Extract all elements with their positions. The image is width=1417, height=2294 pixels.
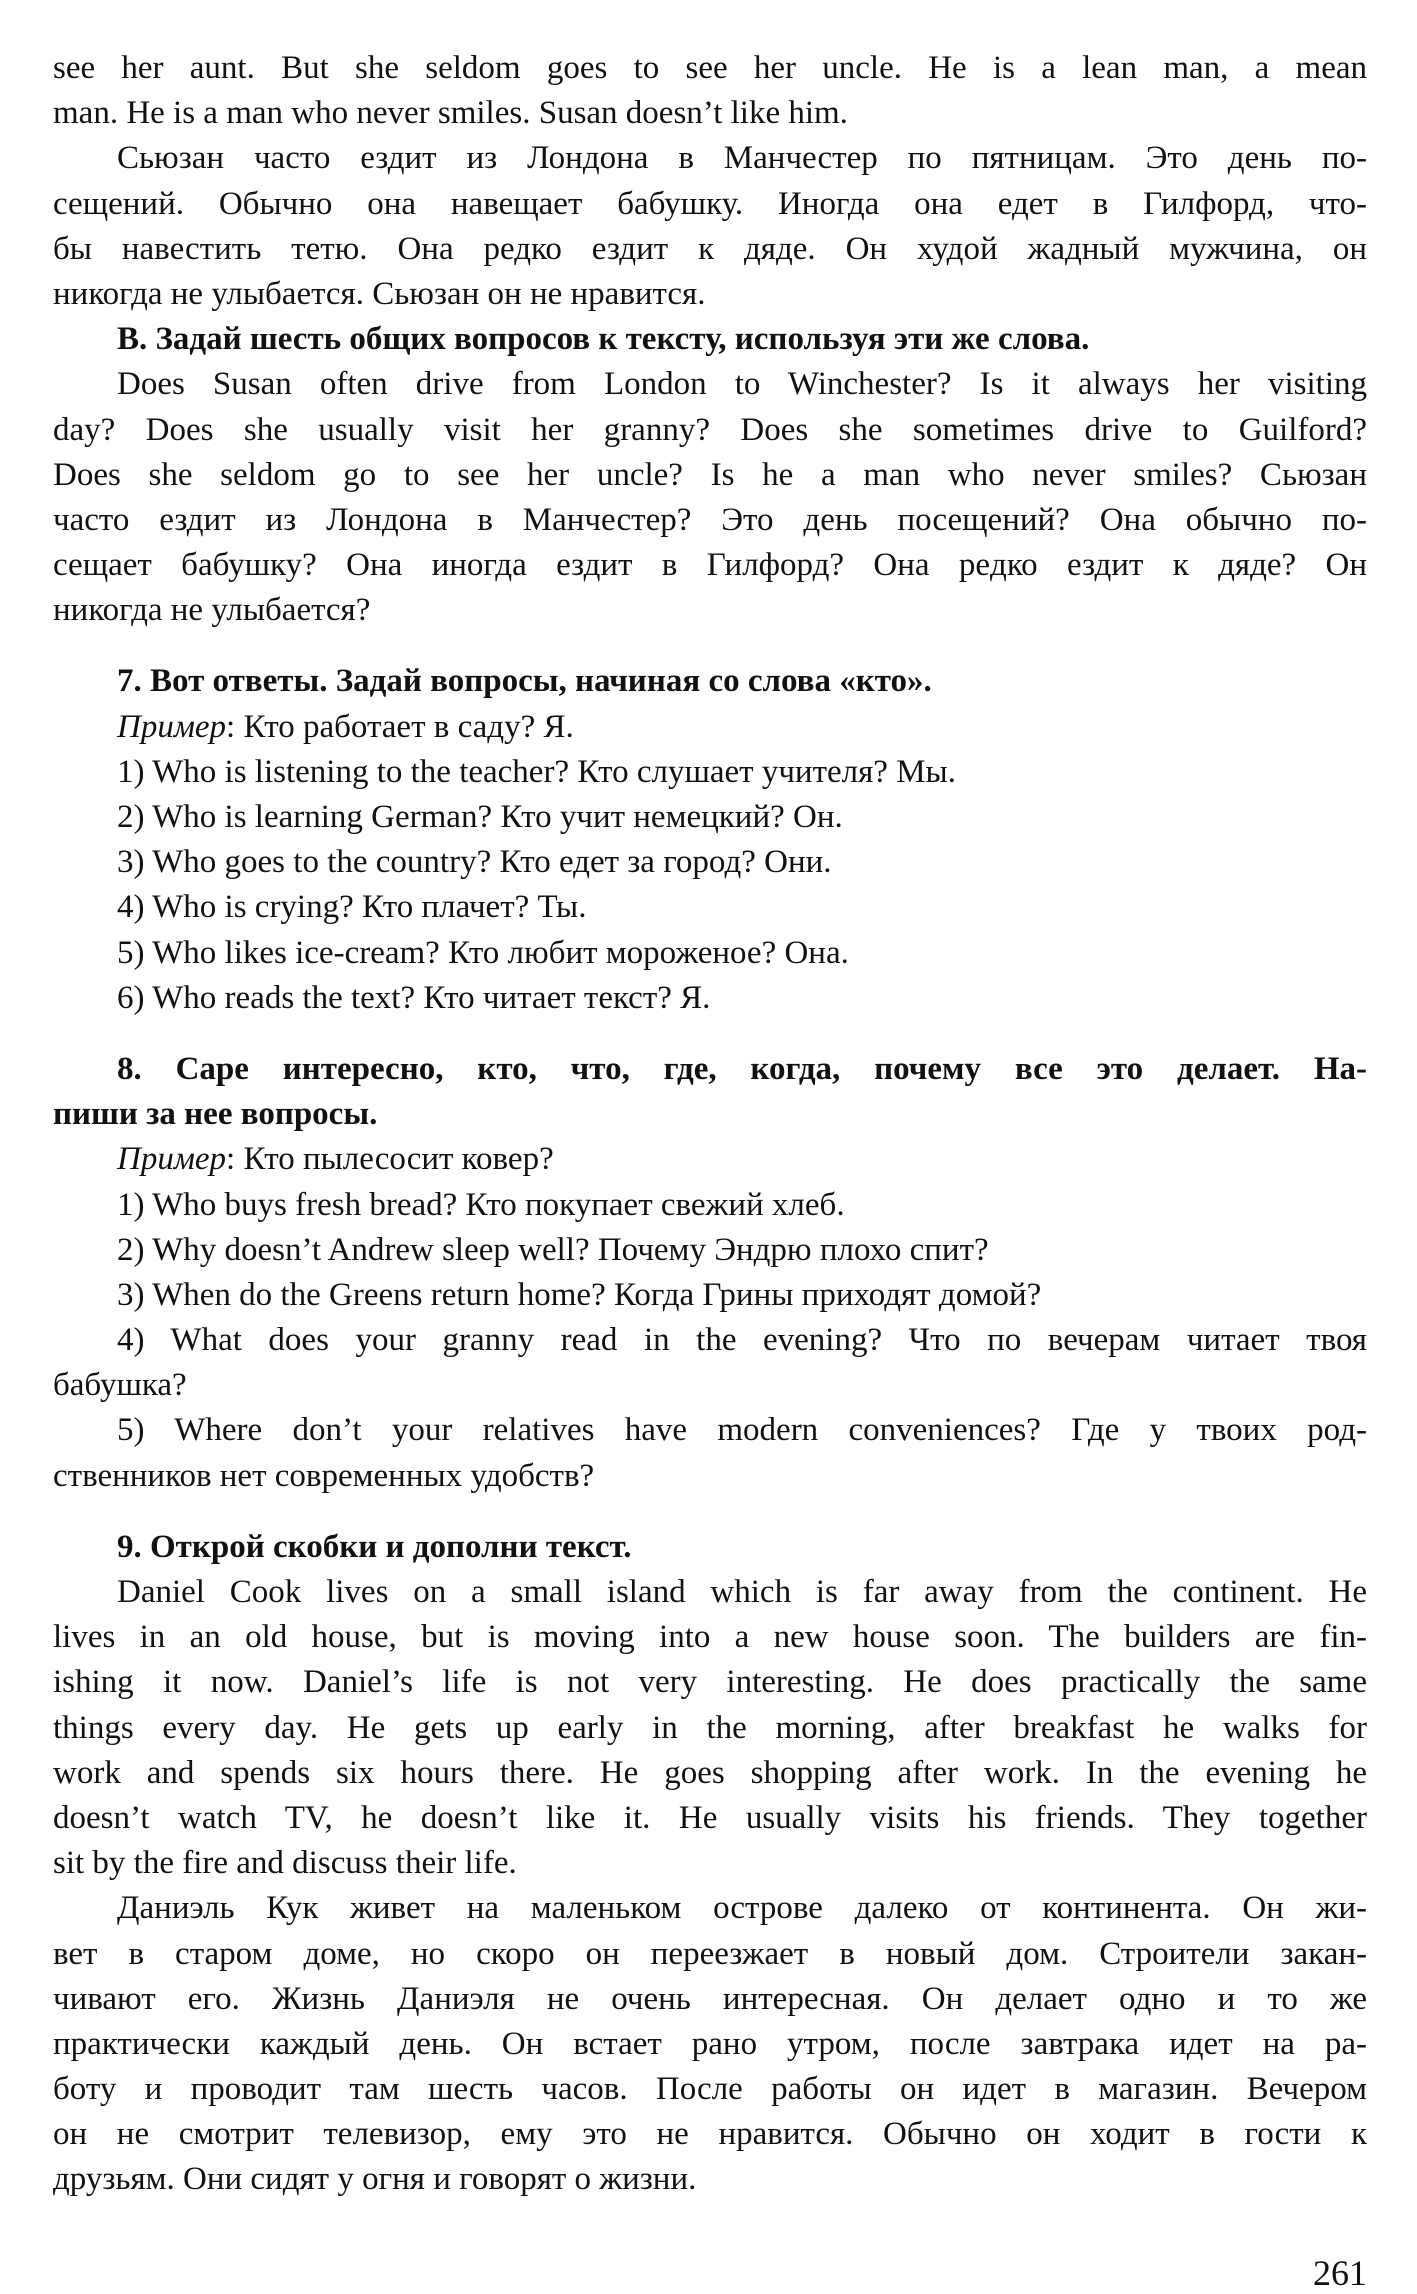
text-line: Даниэль Кук живет на маленьком острове далеко от континента. Он жи-	[117, 1890, 1367, 1927]
answer-list	[53, 1183, 1367, 1499]
exercise-section	[53, 46, 1367, 633]
section-heading	[53, 1525, 1367, 1570]
text-line: lives in an old house, but is moving into a new house soon. The builders are fin-	[53, 1619, 1367, 1656]
example-label: Пример	[117, 1141, 227, 1178]
text-line: 9. Открой скобки и дополни текст.	[117, 1528, 632, 1565]
text-line: сещений. Обычно она навещает бабушку. Иногда она едет в Гилфорд, что-	[53, 185, 1367, 222]
text-line: Daniel Cook lives on a small island which is far away from the continent. He	[117, 1574, 1367, 1610]
example-line	[53, 705, 1367, 750]
list-item: 2) Why doesn’t Andrew sleep well? Почему Эндрю плохо спит?	[117, 1231, 989, 1268]
section-heading	[53, 659, 1367, 704]
text-line: друзьям. Они сидят у огня и говорят о жизни.	[53, 2161, 697, 2198]
text-line: day? Does she usually visit her granny? Does she sometimes drive to Guilford?	[53, 411, 1367, 448]
section-heading	[53, 1047, 1367, 1137]
text-line: часто ездит из Лондона в Манчестер? Это день посещений? Она обычно по-	[53, 501, 1367, 538]
text-line: сещает бабушку? Она иногда ездит в Гилфорд? Она рeдко ездит к дяде? Он	[53, 547, 1367, 584]
text-paragraph	[53, 46, 1367, 136]
text-line: Сьюзан часто ездит из Лондона в Манчестер по пятницам. Это день по-	[117, 140, 1367, 177]
text-line: work and spends six hours there. He goes shopping after work. In the evening he	[53, 1754, 1367, 1791]
exercise-section	[53, 1525, 1367, 2203]
text-line: B. Задай шесть общих вопросов к тексту, используя эти же слова.	[117, 321, 1090, 358]
text-line: чивают его. Жизнь Даниэля не очень интересная. Он делает одно и то же	[53, 1980, 1367, 2017]
text-line: see her aunt. But she seldom goes to see her uncle. He is a lean man, a mean	[53, 50, 1367, 86]
list-item: бабушка?	[53, 1367, 187, 1404]
text-line: 8. Саре интересно, кто, что, где, когда, почему все это делает. На-	[117, 1050, 1367, 1087]
list-item: 5) Where don’t your relatives have modern conveniences? Где у твоих род-	[117, 1412, 1367, 1449]
example-line	[53, 1137, 1367, 1182]
text-line: doesn’t watch TV, he doesn’t like it. He usually visits his friends. They together	[53, 1799, 1367, 1836]
text-line: он не смотрит телевизор, ему это не нравится. Обычно он ходит в гости к	[53, 2116, 1367, 2153]
text-paragraph	[53, 136, 1367, 317]
text-line: бы навестить тетю. Она редко ездит к дяде. Он худой жадный мужчина, он	[53, 230, 1367, 267]
text-line: sit by the fire and discuss their life.	[53, 1845, 517, 1882]
answer-list	[53, 750, 1367, 1021]
list-item: 3) Who goes to the country? Кто едет за город? Они.	[117, 844, 832, 881]
list-item: 6) Who reads the text? Кто читает текст? Я.	[117, 979, 711, 1016]
text-paragraph	[53, 362, 1367, 633]
text-line: практически каждый день. Он встает рано утром, после завтрака идет на ра-	[53, 2025, 1367, 2062]
example-text: : Кто пылесосит ковер?	[226, 1141, 554, 1178]
text-line	[53, 1137, 1367, 1182]
text-line: things every day. He gets up early in the morning, after breakfast he walks for	[53, 1709, 1367, 1746]
section-heading	[53, 317, 1367, 362]
text-line: пиши за нее вопросы.	[53, 1096, 378, 1133]
text-paragraph	[53, 1570, 1367, 1886]
list-item: 5) Who likes ice-cream? Кто любит мороженое? Она.	[117, 934, 849, 971]
document-page	[53, 46, 1367, 2203]
list-item: 2) Who is learning German? Кто учит немецкий? Он.	[117, 799, 843, 835]
text-paragraph	[53, 1886, 1367, 2202]
list-item: 3) When do the Greens return home? Когда Грины приходят домой?	[117, 1276, 1042, 1313]
list-item: 1) Who is listening to the teacher? Кто слушает учителя? Мы.	[117, 753, 956, 790]
text-line: 7. Вот ответы. Задай вопросы, начиная со слова «кто».	[117, 663, 932, 700]
text-line: Does she seldom go to see her uncle? Is he a man who never smiles? Сьюзан	[53, 456, 1367, 493]
text-line: боту и проводит там шесть часов. После работы он идет в магазин. Вечером	[53, 2071, 1367, 2108]
text-line: вет в старом доме, но скоро он переезжает в новый дом. Строители закан-	[53, 1935, 1367, 1972]
example-text: : Кто работает в саду? Я.	[226, 708, 574, 745]
list-item: 4) Who is crying? Кто плачет? Ты.	[117, 889, 587, 926]
list-item: 4) What does your granny read in the evening? Что по вечерам читает твоя	[117, 1322, 1367, 1359]
text-line: никогда не улыбается. Сьюзан он не нравится.	[53, 275, 706, 312]
list-item: ственников нет современных удобств?	[53, 1457, 595, 1494]
exercise-section	[53, 1047, 1367, 1499]
text-line: никогда не улыбается?	[53, 592, 371, 629]
text-line: Does Susan often drive from London to Winchester? Is it always her visiting	[117, 366, 1367, 403]
list-item: 1) Who buys fresh bread? Кто покупает свежий хлеб.	[117, 1186, 845, 1223]
example-label: Пример	[117, 708, 227, 745]
exercise-section	[53, 659, 1367, 1021]
text-line: ishing it now. Daniel’s life is not very interesting. He does practically the same	[53, 1664, 1367, 1701]
text-line	[53, 705, 1367, 750]
page-number: 261	[1313, 2253, 1367, 2293]
text-line: man. He is a man who never smiles. Susan doesn’t like him.	[53, 95, 848, 132]
